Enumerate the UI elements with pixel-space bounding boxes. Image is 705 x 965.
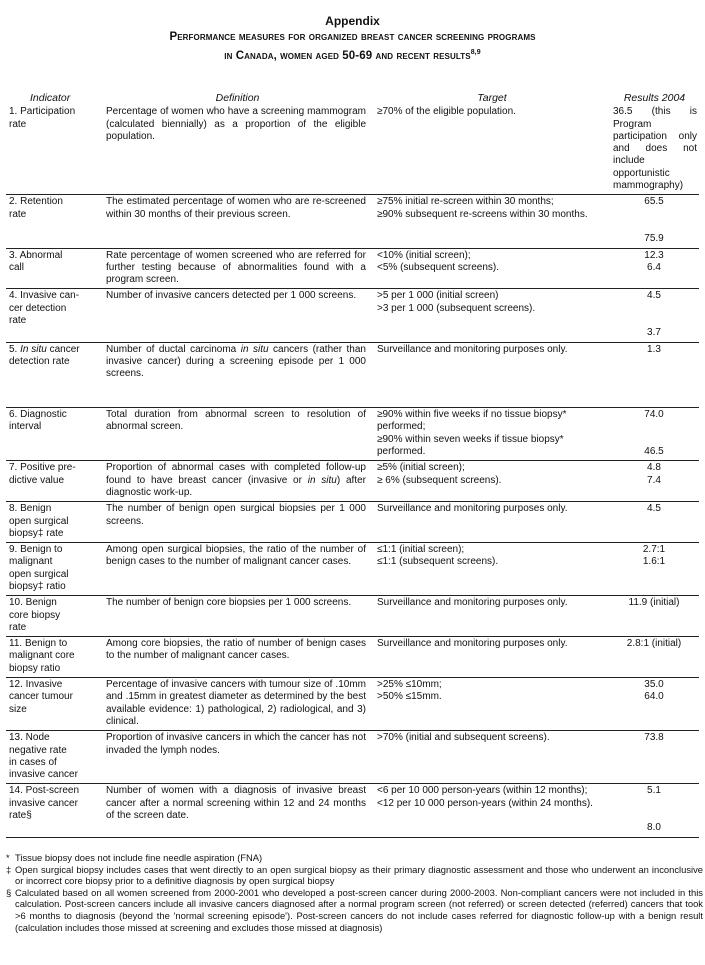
indicator-line: invasive cancer <box>9 797 78 809</box>
header-definition: Definition <box>215 92 260 104</box>
indicator-number: 5. <box>9 343 21 355</box>
indicator-line: 13. Node <box>9 732 50 744</box>
indicator-cell <box>6 342 101 407</box>
table-title-line-2 <box>0 45 705 64</box>
indicator-cell <box>6 784 101 837</box>
indicator-line: 7. Positive pre- <box>9 462 76 474</box>
result-value: 3.7 <box>647 327 661 339</box>
table-row <box>6 105 699 195</box>
result-value: 75.9 <box>644 233 664 245</box>
target-line: >25% ≤10mm; <box>377 679 442 691</box>
result-value: 1.3 <box>647 343 661 355</box>
target-line: <5% (subsequent screens). <box>377 261 500 273</box>
result-value: 7.4 <box>647 474 661 486</box>
table-row <box>6 408 699 461</box>
table-title-line-1: Performance measures for organized breast cancer screening programs <box>169 31 536 43</box>
target-cell <box>374 289 610 342</box>
indicator-line: cancer tumour <box>9 691 73 703</box>
target-line: Surveillance and monitoring purposes only. <box>377 343 568 355</box>
indicator-line: rate <box>9 208 27 220</box>
indicator-cell <box>6 596 101 637</box>
indicator-line: rate <box>9 621 27 633</box>
definition-cell: Percentage of women who have a screening mammogram (calculated biennially) as a proportion of the eligible population. <box>101 105 374 195</box>
target-cell <box>374 731 610 784</box>
definition-cell: Number of invasive cancers detected per 1 000 screens. <box>101 289 374 342</box>
definition-cell: The estimated percentage of women who are re-screened within 30 months of their previous screen. <box>101 195 374 248</box>
table-row <box>6 678 699 731</box>
target-cell <box>374 461 610 502</box>
definition-cell: Proportion of invasive cancers in which the cancer has not invaded the lymph nodes. <box>101 731 374 784</box>
indicator-line: dictive value <box>9 474 65 486</box>
result-value: 35.0 <box>644 679 664 691</box>
result-cell <box>610 461 699 502</box>
target-line: ≥5% (initial screen); <box>377 462 465 474</box>
target-line: Surveillance and monitoring purposes only. <box>377 597 568 609</box>
result-value: 74.0 <box>644 409 664 421</box>
result-value: 36.5 (this is Program participation only and does not include opportunistic mammography) <box>613 106 697 192</box>
target-cell <box>374 248 610 289</box>
table-row <box>6 731 699 784</box>
target-line: ≤1:1 (initial screen); <box>377 544 465 556</box>
indicator-line: 3. Abnormal <box>9 249 63 261</box>
definition-cell <box>101 342 374 407</box>
indicator-line: biopsy ratio <box>9 662 61 674</box>
indicator-line: open surgical <box>9 515 69 527</box>
table-row <box>6 637 699 678</box>
indicator-line: call <box>9 261 25 273</box>
result-value: 73.8 <box>644 732 664 744</box>
indicator-cell <box>6 408 101 461</box>
indicator-line: 14. Post-screen <box>9 785 80 797</box>
target-cell <box>374 502 610 543</box>
title-references: 8,9 <box>470 49 481 56</box>
definition-cell: Number of women with a diagnosis of invasive breast cancer after a normal screening within 12 and 24 months of the screen date. <box>101 784 374 837</box>
definition-text: Number of ductal carcinoma <box>106 343 241 355</box>
result-value: 12.3 <box>644 249 664 261</box>
definition-text: cancers (rather than invasive cancer) during a screening episode per 1 000 screens. <box>106 343 366 380</box>
performance-measures-table <box>6 92 699 838</box>
footnote-mark: ‡ <box>6 863 12 875</box>
indicator-italic: In situ <box>20 343 47 355</box>
result-value: 4.5 <box>647 503 661 515</box>
indicator-line: biopsy‡ rate <box>9 527 64 539</box>
result-cell <box>610 408 699 461</box>
indicator-line: 10. Benign <box>9 597 57 609</box>
footnotes <box>6 852 703 933</box>
target-cell <box>374 784 610 837</box>
indicator-line: core biopsy <box>9 609 61 621</box>
appendix-label: Appendix <box>325 14 380 28</box>
indicator-line: 11. Benign to <box>9 638 68 650</box>
indicator-line: cer detection <box>9 302 67 314</box>
table-title-line-2-text: in Canada, women aged 50-69 and recent results <box>224 49 471 62</box>
indicator-cell <box>6 289 101 342</box>
target-line: ≤1:1 (subsequent screens). <box>377 556 499 568</box>
target-line: <6 per 10 000 person-years (within 12 months); <box>377 785 588 797</box>
target-line: >70% (initial and subsequent screens). <box>377 732 550 744</box>
indicator-cell <box>6 105 101 195</box>
result-value: 6.4 <box>647 261 661 273</box>
header-indicator: Indicator <box>30 92 71 104</box>
indicator-line: 8. Benign <box>9 503 52 515</box>
definition-cell: Total duration from abnormal screen to resolution of abnormal screen. <box>101 408 374 461</box>
indicator-line: size <box>9 703 27 715</box>
indicator-cell <box>6 543 101 596</box>
result-cell <box>610 342 699 407</box>
result-cell <box>610 678 699 731</box>
table-row <box>6 342 699 407</box>
definition-cell: Percentage of invasive cancers with tumour size of .10mm and .15mm in greatest diameter as determined by the best available evidence: 1) pathological, 2) radiological, and 3) clinical. <box>101 678 374 731</box>
target-line: ≥75% initial re-screen within 30 months; <box>377 196 554 208</box>
definition-cell: The number of benign open surgical biopsies per 1 000 screens. <box>101 502 374 543</box>
indicator-line: in cases of <box>9 756 57 768</box>
indicator-line: cancer <box>46 343 80 355</box>
target-line: ≥70% of the eligible population. <box>377 106 516 118</box>
indicator-line: 1. Participation <box>9 106 76 118</box>
target-line: Surveillance and monitoring purposes only. <box>377 638 568 650</box>
definition-text: ) after diagnostic work-up. <box>106 474 367 498</box>
indicator-line: malignant <box>9 556 53 568</box>
definition-cell: Among core biopsies, the ratio of number of benign cases to the number of malignant cancer cases. <box>101 637 374 678</box>
result-value: 4.5 <box>647 290 661 302</box>
target-line: >3 per 1 000 (subsequent screens). <box>377 302 536 314</box>
result-value: 46.5 <box>644 446 664 458</box>
target-cell <box>374 105 610 195</box>
result-value: 1.6:1 <box>642 556 666 568</box>
result-value: 4.8 <box>647 462 661 474</box>
footnote-mark: * <box>6 852 10 863</box>
result-value: 65.5 <box>644 196 664 208</box>
indicator-line: interval <box>9 421 42 433</box>
definition-italic: in situ <box>240 343 269 355</box>
result-value: 64.0 <box>644 691 664 703</box>
indicator-cell <box>6 248 101 289</box>
indicator-line: 6. Diagnostic <box>9 409 67 421</box>
result-cell <box>610 637 699 678</box>
header-results: Results 2004 <box>623 92 686 104</box>
table-header-row <box>6 92 699 105</box>
target-line: Surveillance and monitoring purposes only. <box>377 503 568 515</box>
table-row <box>6 461 699 502</box>
target-line: ≥90% subsequent re-screens within 30 months. <box>377 208 588 220</box>
table-row <box>6 248 699 289</box>
indicator-line: negative rate <box>9 744 67 756</box>
target-line: >50% ≤15mm. <box>377 691 442 703</box>
footnote-tissue-biopsy <box>6 852 703 864</box>
footnote-text: Tissue biopsy does not include fine needle aspiration (FNA) <box>15 852 263 863</box>
footnote-text: Open surgical biopsy includes cases that went directly to an open surgical biopsy as their primary diagnostic assessment and those who underwent an inconclusive or incorrect core biopsy prior to a definitive diagnosis by open surgical biopsy <box>15 863 703 887</box>
footnote-post-screen <box>6 887 703 933</box>
table-row <box>6 596 699 637</box>
result-cell <box>610 543 699 596</box>
indicator-line: rate§ <box>9 810 32 822</box>
result-value: 2.7:1 <box>642 544 666 556</box>
target-line: ≥ 6% (subsequent screens). <box>377 474 502 486</box>
target-line: <12 per 10 000 person-years (within 24 months). <box>377 797 593 809</box>
result-cell <box>610 731 699 784</box>
result-cell <box>610 195 699 248</box>
indicator-line: 12. Invasive <box>9 679 63 691</box>
indicator-line: malignant core <box>9 650 75 662</box>
result-value: 5.1 <box>647 785 661 797</box>
target-cell <box>374 678 610 731</box>
appendix-heading <box>0 14 705 64</box>
target-cell <box>374 596 610 637</box>
indicator-cell <box>6 502 101 543</box>
indicator-line: open surgical <box>9 568 69 580</box>
indicator-line: biopsy‡ ratio <box>9 580 66 592</box>
indicator-line: 4. Invasive can- <box>9 290 80 302</box>
table-row <box>6 502 699 543</box>
definition-italic: in situ <box>307 474 337 486</box>
result-cell <box>610 289 699 342</box>
table-row <box>6 784 699 837</box>
indicator-cell <box>6 731 101 784</box>
footnote-mark: § <box>6 886 12 898</box>
target-cell <box>374 637 610 678</box>
result-cell <box>610 596 699 637</box>
footnote-open-surgical-biopsy <box>6 864 703 887</box>
target-cell <box>374 342 610 407</box>
indicator-cell <box>6 678 101 731</box>
result-cell <box>610 784 699 837</box>
result-cell <box>610 502 699 543</box>
indicator-line: detection rate <box>9 355 70 367</box>
target-line: <10% (initial screen); <box>377 249 471 261</box>
indicator-cell <box>6 637 101 678</box>
target-line: ≥90% within seven weeks if tissue biopsy* performed. <box>377 433 564 458</box>
table-row <box>6 289 699 342</box>
table-row <box>6 195 699 248</box>
result-value: 8.0 <box>647 822 661 834</box>
target-cell <box>374 195 610 248</box>
target-cell <box>374 543 610 596</box>
result-cell <box>610 248 699 289</box>
definition-text: Proportion of abnormal cases with completed follow-up found to have breast cancer (invasive or <box>106 462 366 486</box>
indicator-line: invasive cancer <box>9 769 78 781</box>
indicator-cell <box>6 461 101 502</box>
table-row <box>6 543 699 596</box>
result-value: 11.9 (initial) <box>628 597 680 609</box>
target-cell <box>374 408 610 461</box>
indicator-line: rate <box>9 118 27 130</box>
target-line: ≥90% within five weeks if no tissue biopsy* performed; <box>377 409 567 433</box>
indicator-line: 2. Retention <box>9 196 63 208</box>
indicator-cell <box>6 195 101 248</box>
result-value: 2.8:1 (initial) <box>626 638 682 650</box>
footnote-text: Calculated based on all women screened from 2000-2001 who developed a post-screen cancer during 2000-2003. Non-compliant cancers were not included in this calculation. Post-screen cancers include all invasive cancers diagnosed after a normal program screen (not referred) or screen detected (referred) cancers that took >6 months to diagnosis (beyond the 'normal screening episode'). Post-screen cancers do not include cases referred for diagnostic follow-up with a benign result (calculation includes those missed at screening and excludes those missed at diagnosis) <box>15 886 703 933</box>
target-line: >5 per 1 000 (initial screen) <box>377 290 499 302</box>
definition-cell: Rate percentage of women screened who are referred for further testing because of abnormalities found with a program screen. <box>101 248 374 289</box>
header-target: Target <box>477 92 507 104</box>
indicator-line: 9. Benign to <box>9 544 63 556</box>
definition-cell: Among open surgical biopsies, the ratio of the number of benign cases to the number of malignant cancer cases. <box>101 543 374 596</box>
indicator-line: rate <box>9 315 27 327</box>
definition-cell: The number of benign core biopsies per 1 000 screens. <box>101 596 374 637</box>
result-cell <box>610 105 699 195</box>
definition-cell <box>101 461 374 502</box>
